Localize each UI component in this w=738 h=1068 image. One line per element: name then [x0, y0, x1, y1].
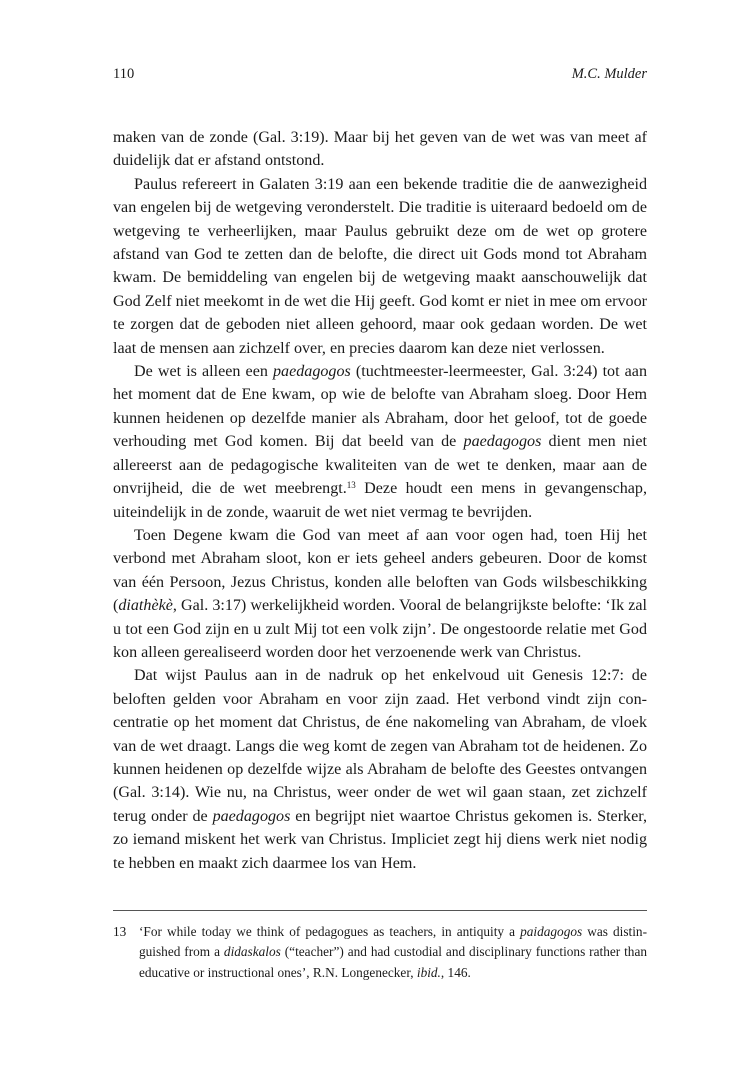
text-run: , 146. [440, 964, 471, 980]
text-run: , Gal. 3:17) werkelijkheid worden. Vooral de belangrijkste belofte: ‘Ik zal u tot een God zijn en u zult Mij tot een volk zijn’. De ongestoorde relatie met God kon alleen gerealiseerd worden door het verzoenende werk van Christus. [113, 597, 647, 661]
italic-term: didaskalos [223, 944, 281, 960]
paragraph-1: maken van de zonde (Gal. 3:19). Maar bij het geven van de wet was van meet af duidelijk dat er afstand ontstond. [113, 129, 647, 170]
text-run: De wet is alleen een [134, 363, 273, 381]
footnotes [113, 922, 647, 983]
main-text [113, 126, 647, 875]
text-run: (tuchtmeester-leermeester, Gal. 3:24) tot aan het moment dat de Ene kwam, op wie de belofte van Abraham sloeg. Door Hem kunnen heidenen op dezelfde manier als Abraham, door het geloof, tot de goede verhouding met God komen. Bij dat beeld van de [113, 363, 647, 451]
italic-term: paedagogos [463, 433, 542, 451]
paragraph-2: Paulus refereert in Galaten 3:19 aan een bekende traditie die de aanwezigheid van engelen bij de wetgeving veronderstelt. Die traditie is uiteraard bedoeld om de wetgeving te verheerlijken, maar Paulus gebruikt deze om de wet op grotere afstand van God te zetten dan de belofte, die direct uit Gods mond tot Abraham kwam. De bemiddeling van engelen bij de wetgeving maakt aanschouwelijk dat God Zelf niet meekomt in de wet die Hij geeft. God komt er niet in mee om ervoor te zorgen dat de geboden niet alleen gehoord, maar ook gedaan worden. De wet laat de mensen aan zichzelf over, en precies daarom kan deze niet verlossen. [113, 175, 647, 357]
italic-term: paedagogos [273, 363, 351, 381]
footnote-number: 13 [113, 924, 127, 939]
italic-term: paedagogos [212, 807, 291, 825]
text-run: Dat wijst Paulus aan in de nadruk op het enkelvoud uit Genesis 12:7: de beloften gelden voor Abraham en voor zijn zaad. Het verbond vindt zijn concentratie op het moment dat Christus, de éne nakomeling van Abraham, de vloek van de wet draagt. Langs die weg komt de zegen van Abraham tot de heidenen. Zo kunnen heidenen op dezelfde wijze als Abraham de belofte des Geestes ontvangen (Gal. 3:14). Wie nu, na Christus, weer onder de wet wil gaan staan, zet zichzelf terug onder de [113, 667, 647, 825]
text-run: was distinguished from a [139, 924, 648, 960]
text-run: Toen Degene kwam die God van meet af aan voor ogen had, toen Hij het verbond met Abraham sloot, kon er iets geheel anders gebeuren. Door de komst van één Persoon, Jezus Christus, konden alle beloften van Gods wilsbeschikking ( [113, 526, 647, 615]
text-run: (“teacher”) and had custodial and disciplinary functions rather than educative or instructional ones’, R.N. Longenecker, [139, 944, 648, 980]
italic-term: paidagogos [520, 924, 583, 939]
text-run: ‘For while today we think of pedagogues as teachers, in antiquity a [139, 924, 521, 939]
italic-term: ibid. [416, 964, 441, 980]
text-run: Deze houdt een mens in gevangenschap, uiteindelijk in de zonde, waaruit de wet niet vermag te bevrijden. [113, 480, 647, 521]
page-number: 110 [113, 66, 135, 82]
text-run: dient men niet allereerst aan de pedagogische kwaliteiten van de wet te denken, maar aan de onvrijheid, die de wet meebrengt. [113, 433, 647, 498]
footnote-13 [113, 922, 647, 983]
footnote-reference[interactable]: 13 [346, 480, 356, 491]
paragraph-3 [113, 360, 647, 524]
italic-term: diathèkè [118, 597, 173, 615]
text-run: en begrijpt niet waartoe Christus gekomen is. Sterker, zo iemand miskent het werk van Christus. Impliciet zegt hij diens werk niet nodig te hebben en maakt zich daarmee los van Hem. [113, 807, 647, 872]
running-title: M.C. Mulder [571, 66, 647, 82]
paragraph-5 [113, 664, 647, 875]
footnote-divider [113, 910, 647, 911]
paragraph-4 [113, 524, 647, 664]
